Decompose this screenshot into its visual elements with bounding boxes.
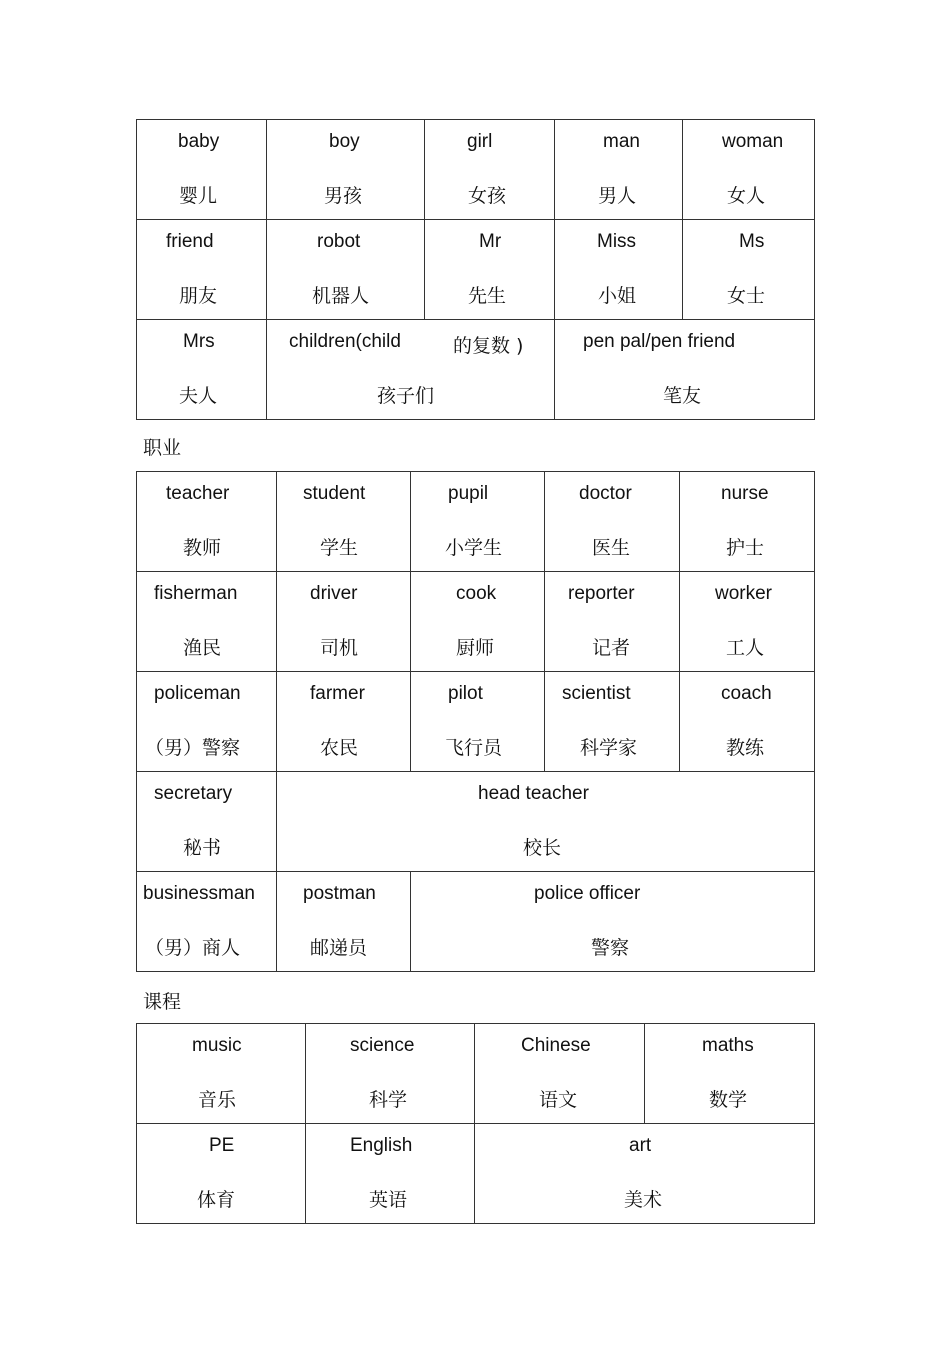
vocab-cell — [267, 120, 425, 220]
vocab-cell — [475, 1124, 815, 1224]
english-word: Mrs — [183, 331, 215, 352]
english-word: fisherman — [154, 583, 238, 604]
vocab-cell — [137, 1124, 306, 1224]
chinese-word: 工人 — [726, 637, 765, 659]
english-word: maths — [702, 1035, 754, 1056]
vocab-cell — [411, 872, 815, 972]
english-word: woman — [722, 131, 784, 152]
english-word: reporter — [568, 583, 635, 604]
vocab-cell — [277, 572, 411, 672]
table-row — [137, 572, 815, 672]
subjects-table — [136, 1023, 815, 1224]
english-word: farmer — [310, 683, 365, 704]
table-row — [137, 320, 815, 420]
vocab-cell — [277, 872, 411, 972]
vocab-cell — [277, 772, 815, 872]
english-word: boy — [329, 131, 360, 152]
chinese-word: 飞行员 — [445, 737, 503, 759]
vocab-cell — [306, 1024, 475, 1124]
chinese-word: 先生 — [468, 285, 507, 307]
chinese-word: 厨师 — [456, 637, 495, 659]
table-row — [137, 1124, 815, 1224]
vocab-cell — [680, 572, 815, 672]
vocab-cell — [680, 472, 815, 572]
chinese-word: 男人 — [598, 185, 637, 207]
chinese-word: 数学 — [709, 1089, 748, 1111]
english-word: scientist — [562, 683, 631, 704]
chinese-word: 夫人 — [179, 385, 218, 407]
english-word: Miss — [597, 231, 637, 252]
section-heading-jobs: 职业 — [143, 437, 182, 459]
vocab-cell — [137, 672, 277, 772]
english-word: man — [603, 131, 640, 152]
table-row — [137, 772, 815, 872]
chinese-word: 校长 — [523, 837, 562, 859]
vocab-cell — [411, 472, 545, 572]
vocab-cell — [137, 772, 277, 872]
vocab-cell — [545, 672, 680, 772]
chinese-word: 音乐 — [198, 1089, 237, 1111]
chinese-word: 男孩 — [324, 185, 363, 207]
english-word: policeman — [154, 683, 241, 704]
vocab-cell — [137, 872, 277, 972]
english-word: pilot — [448, 683, 483, 704]
chinese-word: 农民 — [320, 737, 359, 759]
vocab-cell — [137, 572, 277, 672]
chinese-word: 秘书 — [183, 837, 222, 859]
chinese-word: 小学生 — [445, 537, 503, 559]
english-word: postman — [303, 883, 376, 904]
vocab-cell — [425, 120, 555, 220]
english-word: science — [350, 1035, 415, 1056]
table-row — [137, 472, 815, 572]
english-word: student — [303, 483, 366, 504]
english-word: PE — [209, 1135, 235, 1156]
chinese-word: 女士 — [727, 285, 766, 307]
vocab-cell — [411, 572, 545, 672]
chinese-word: 小姐 — [598, 285, 637, 307]
chinese-word: 孩子们 — [377, 385, 435, 407]
vocab-cell — [645, 1024, 815, 1124]
chinese-word: 邮递员 — [310, 937, 368, 959]
vocab-cell — [475, 1024, 645, 1124]
vocab-cell — [267, 320, 555, 420]
english-word: Ms — [739, 231, 765, 252]
chinese-word: 朋友 — [179, 285, 218, 307]
chinese-word: 记者 — [592, 637, 631, 659]
english-word: head teacher — [478, 783, 589, 804]
chinese-word: 女人 — [727, 185, 766, 207]
vocab-cell — [267, 220, 425, 320]
table-row — [137, 672, 815, 772]
english-word: nurse — [721, 483, 769, 504]
table-row — [137, 120, 815, 220]
vocab-cell — [411, 672, 545, 772]
english-word: coach — [721, 683, 772, 704]
vocab-cell — [277, 472, 411, 572]
english-word-suffix: 的复数 ) — [453, 335, 524, 357]
english-word: driver — [310, 583, 358, 604]
table-row — [137, 220, 815, 320]
english-word: police officer — [534, 883, 641, 904]
vocab-cell — [555, 120, 683, 220]
vocab-cell — [137, 120, 267, 220]
chinese-word: 司机 — [320, 637, 359, 659]
english-word: Mr — [479, 231, 502, 252]
english-word: baby — [178, 131, 220, 152]
chinese-word: 学生 — [320, 537, 359, 559]
table-row — [137, 872, 815, 972]
chinese-word: 女孩 — [468, 185, 507, 207]
section-heading-subjects: 课程 — [143, 991, 182, 1013]
english-word: music — [192, 1035, 242, 1056]
chinese-word: 护士 — [726, 537, 765, 559]
vocab-cell — [425, 220, 555, 320]
chinese-word: （男）商人 — [145, 937, 241, 959]
chinese-word: 机器人 — [312, 285, 370, 307]
chinese-word: 警察 — [591, 937, 630, 959]
english-word: businessman — [143, 883, 255, 904]
english-word: doctor — [579, 483, 632, 504]
chinese-word: 教师 — [183, 537, 222, 559]
english-word: girl — [467, 131, 493, 152]
chinese-word: 美术 — [624, 1189, 663, 1211]
vocab-cell — [683, 220, 815, 320]
english-word: cook — [456, 583, 497, 604]
vocab-cell — [137, 472, 277, 572]
english-word: art — [629, 1135, 652, 1156]
chinese-word: 医生 — [592, 537, 631, 559]
english-word: friend — [166, 231, 214, 252]
vocab-cell — [545, 572, 680, 672]
table-row — [137, 1024, 815, 1124]
vocab-cell — [555, 220, 683, 320]
english-word: worker — [715, 583, 773, 604]
chinese-word: 体育 — [197, 1189, 236, 1211]
chinese-word: 科学 — [369, 1089, 408, 1111]
chinese-word: 婴儿 — [179, 185, 218, 207]
chinese-word: 教练 — [726, 737, 765, 759]
english-word: teacher — [166, 483, 230, 504]
people-table — [136, 119, 815, 420]
vocab-cell — [137, 220, 267, 320]
chinese-word: 科学家 — [580, 737, 638, 759]
vocab-cell — [137, 320, 267, 420]
vocab-cell — [545, 472, 680, 572]
vocab-cell — [683, 120, 815, 220]
vocab-cell — [680, 672, 815, 772]
chinese-word: （男）警察 — [145, 737, 241, 759]
chinese-word: 笔友 — [663, 385, 702, 407]
vocab-cell — [137, 1024, 306, 1124]
vocab-cell — [555, 320, 815, 420]
chinese-word: 语文 — [539, 1089, 578, 1111]
chinese-word: 渔民 — [183, 637, 222, 659]
english-word: English — [350, 1135, 413, 1156]
english-word: secretary — [154, 783, 233, 804]
vocab-cell — [306, 1124, 475, 1224]
english-word: pupil — [448, 483, 489, 504]
chinese-word: 英语 — [369, 1189, 408, 1211]
english-word: pen pal/pen friend — [583, 331, 736, 352]
english-word: robot — [317, 231, 361, 252]
english-word: children(child — [289, 331, 401, 352]
vocab-cell — [277, 672, 411, 772]
english-word: Chinese — [521, 1035, 591, 1056]
jobs-table — [136, 471, 815, 972]
